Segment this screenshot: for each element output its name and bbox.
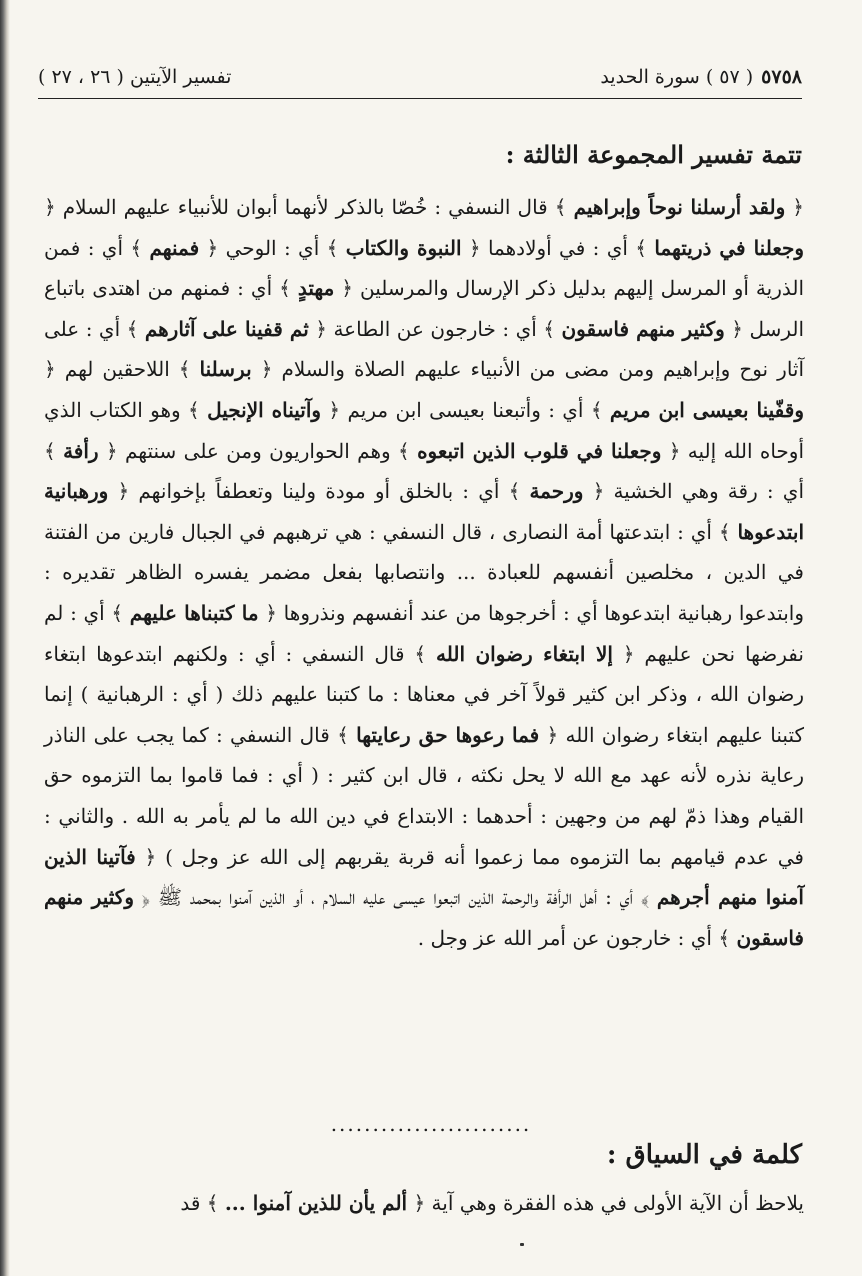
quran-quote: فمنهم [149,235,200,260]
commentary-segment: وهو الكتاب الذي أوحاه الله إليه [44,397,805,463]
commentary-segment: قال النسفي : كما يجب على الناذر رعاية نذره لأنه عهد مع الله لا يحل نكثه ، قال ابن كثير : ( أي : فما قاموا بما التزموه حق القيام وهذا ذمّ لهم من وجهين : أحدهما : الابتداع في دين الله ما لم يأمر به الله . والثاني : في عدم قيامهم بما التزموه مما زعموا أنه قربة يقربهم إلى الله عز وجل ) [44,722,804,869]
quran-quote: النبوة والكتاب [345,235,462,260]
commentary-segment: أي : فمنهم من اهتدى باتباع الرسل [44,276,805,341]
quran-quote: فما رعوها حق رعايتها [356,722,540,747]
quran-quote: ثم قفينا على آثارهم [144,316,309,341]
quran-quote: ولقد أرسلنا نوحاً وإبراهيم [573,195,786,219]
quran-quote: رأفة [63,438,99,463]
commentary-segment: أي : الوحي [225,235,320,260]
commentary-body [44,187,804,958]
quran-quote: ورهبانية ابتدعوها [44,479,804,544]
running-title: تفسير الآيتين ( ٢٦ ، ٢٧ ) [38,66,232,88]
context-tail: قد [180,1191,201,1215]
commentary-segment: أي : بالخلق أو مودة ولينا وتعطفاً بإخوانهم [138,479,500,504]
commentary-segment: أي : خارجون عن الطاعة [333,316,537,341]
quran-quote: وكثير منهم فاسقون [44,885,804,950]
commentary-segment: أي : في أولادهما [487,235,628,260]
page-number: ٥٧٥٨ [761,66,802,88]
commentary-segment: أي : فمن الذرية أو المرسل إليهم بدليل ذكر الإرسال والمرسلين [44,235,805,301]
commentary-segment: أي : لم نفرضها نحن عليهم [44,600,804,666]
section-heading: تتمة تفسير المجموعة الثالثة : [505,140,802,169]
commentary-segment: أي : ابتدعتها أمة النصارى ، قال النسفي : هي ترهبهم في الجبال فارين من الفتنة في الدين ، مخلصين أنفسهم للعبادة ... وانتصابها بفعل مضمر يفسره الظاهر تقديره : وابتدعوا رهبانية ابتدعوها أي : أخرجوها من عند أنفسهم ونذروها [44,519,804,625]
commentary-segment: أي : رقة وهي الخشية [613,479,804,504]
commentary-segment: اللاحقين لهم [64,357,170,382]
quran-quote: فآتينا الذين آمنوا منهم أجرهم [44,844,804,910]
page-header [38,58,802,99]
commentary-segment: وهم الحواريون ومن على سنتهم [124,438,391,463]
quran-quote: ألم يأن للذين آمنوا ... [224,1191,408,1215]
commentary-segment: قال النسفي : أي : ولكنهم ابتدعوها ابتغاء رضوان الله ، وذكر ابن كثير قولاً آخر في معناها : ما كتبنا عليهم ذلك ( أي : الرهبانية ) إنما كتبنا عليهم ابتغاء رضوان الله [44,641,805,747]
quran-quote: وجعلنا في قلوب الذين اتبعوه [417,438,662,463]
page-reference [600,66,802,88]
commentary-segment: أي : أهل الرأفة والرحمة الذين اتبعوا عيسى عليه السلام ، أو الذين آمنوا بمحمد ﷺ [157,885,633,910]
section-separator: ........................ [330,1112,532,1136]
quran-quote: مهتدٍ [297,276,335,301]
quran-quote: إلا ابتغاء رضوان الله [436,641,613,666]
quran-quote: وكثير منهم فاسقون [561,316,725,341]
quran-quote: برسلنا [199,357,252,382]
quran-quote: ورحمة [529,479,584,504]
commentary-paragraph: ﴿ ولقد أرسلنا نوحاً وإبراهيم ﴾ قال النسفي : خُصّا بالذكر لأنهما أبوان للأنبياء عليهم السلام ﴿ وجعلنا في ذريتهما ﴾ أي : في أولادهما ﴿ النبوة والكتاب ﴾ أي : الوحي ﴿ فمنهم ﴾ أي : فمن الذرية أو المرسل إليهم بدليل ذكر الإرسال والمرسلين ﴿ مهتدٍ ﴾ أي : فمنهم من اهتدى باتباع الرسل ﴿ وكثير منهم فاسقون ﴾ أي : خارجون عن الطاعة ﴿ ثم قفينا على آثارهم ﴾ أي : على آثار نوح وإبراهيم ومن مضى من الأنبياء عليهم الصلاة والسلام ﴿ برسلنا ﴾ اللاحقين لهم ﴿ وقفّينا بعيسى ابن مريم ﴾ أي : وأتبعنا بعيسى ابن مريم ﴿ وآتيناه الإنجيل ﴾ وهو الكتاب الذي أوحاه الله إليه ﴿ وجعلنا في قلوب الذين اتبعوه ﴾ وهم الحواريون ومن على سنتهم ﴿ رأفة ﴾ أي : رقة وهي الخشية ﴿ ورحمة ﴾ أي : بالخلق أو مودة ولينا وتعطفاً بإخوانهم ﴿ ورهبانية ابتدعوها ﴾ أي : ابتدعتها أمة النصارى ، قال النسفي : هي ترهبهم في الجبال فارين من الفتنة في الدين ، مخلصين أنفسهم للعبادة ... وانتصابها بفعل مضمر يفسره الظاهر تقديره : وابتدعوا رهبانية ابتدعوها أي : أخرجوها من عند أنفسهم ونذروها ﴿ ما كتبناها عليهم ﴾ أي : لم نفرضها نحن عليهم ﴿ إلا ابتغاء رضوان الله ﴾ قال النسفي : أي : ولكنهم ابتدعوها ابتغاء رضوان الله ، وذكر ابن كثير قولاً آخر في معناها : ما كتبنا عليهم ذلك ( أي : الرهبانية ) إنما كتبنا عليهم ابتغاء رضوان الله ﴿ فما رعوها حق رعايتها ﴾ قال النسفي : كما يجب على الناذر رعاية نذره لأنه عهد مع الله لا يحل نكثه ، قال ابن كثير : ( أي : فما قاموا بما التزموه حق القيام وهذا ذمّ لهم من وجهين : أحدهما : الابتداع في دين الله ما لم يأمر به الله . والثاني : في عدم قيامهم بما التزموه مما زعموا أنه قربة يقربهم إلى الله عز وجل ) ﴿ فآتينا الذين آمنوا منهم أجرهم ﴾ أي : أهل الرأفة والرحمة الذين اتبعوا عيسى عليه السلام ، أو الذين آمنوا بمحمد ﷺ ﴿ وكثير منهم فاسقون ﴾ أي : خارجون عن أمر الله عز وجل . [44,195,805,950]
print-speck [520,1243,524,1246]
surah-reference: ( ٥٧ ) سورة الحديد [600,66,754,88]
commentary-segment: أي : خارجون عن أمر الله عز وجل . [417,925,712,950]
quran-quote: ما كتبناها عليهم [129,600,259,625]
subsection-heading: كلمة في السياق : [606,1140,802,1170]
quran-quote: وقفّينا بعيسى ابن مريم [609,397,804,422]
context-lead: يلاحظ أن الآية الأولى في هذه الفقرة وهي آية [431,1191,804,1215]
commentary-segment: قال النسفي : خُصّا بالذكر لأنهما أبوان للأنبياء عليهم السلام [62,195,548,219]
quran-quote: وآتيناه الإنجيل [207,397,322,422]
commentary-segment: أي : وأتبعنا بعيسى ابن مريم [347,397,584,422]
context-paragraph: يلاحظ أن الآية الأولى في هذه الفقرة وهي آية ﴿ ألم يأن للذين آمنوا ... ﴾ قد [180,1191,804,1215]
quran-quote: وجعلنا في ذريتهما [654,235,804,260]
commentary-segment: أي : على آثار نوح وإبراهيم ومن مضى من الأنبياء عليهم الصلاة والسلام [44,316,805,382]
